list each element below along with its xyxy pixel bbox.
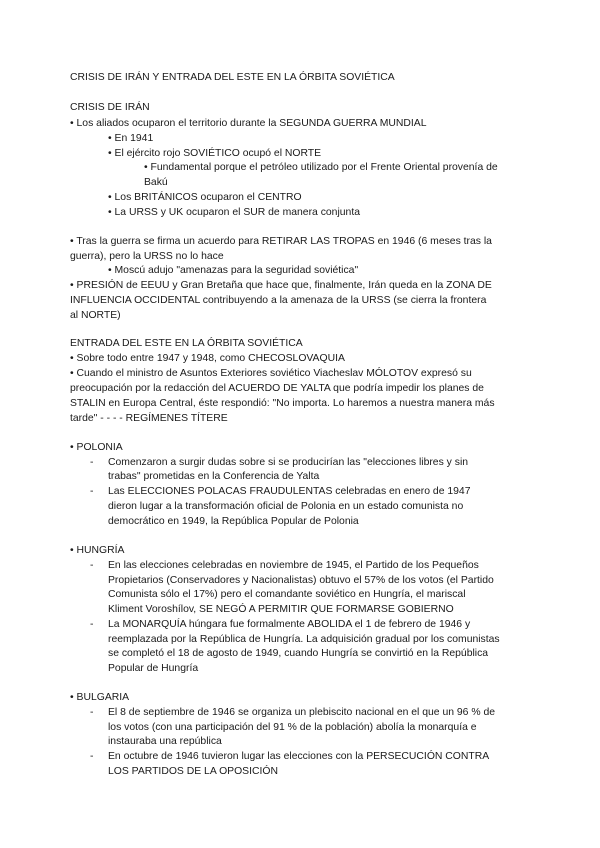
dash-line: Comenzaron a surgir dudas sobre si se producirían las "elecciones libres y sin [108, 457, 469, 468]
dash-line: El 8 de septiembre de 1946 se organiza un plebiscito nacional en el que un 96 % de [108, 707, 496, 718]
dash-line-cont: trabas" prometidas en la Conferencia de Yalta [108, 471, 320, 482]
dash-bullet: - [90, 751, 94, 762]
sub-bullet-line: • La URSS y UK ocuparon el SUR de manera conjunta [108, 207, 360, 218]
bullet-line: • Sobre todo entre 1947 y 1948, como CHECOSLOVAQUIA [70, 353, 345, 364]
dash-line: En las elecciones celebradas en noviembre de 1945, el Partido de los Pequeños [108, 560, 479, 571]
sub-sub-bullet-line: Bakú [144, 177, 168, 188]
dash-line-cont: LOS PARTIDOS DE LA OPOSICIÓN [108, 766, 278, 777]
dash-bullet: - [90, 486, 94, 497]
dash-line-cont: los votos (con una participación del 91 % de la población) abolía la monarquía e [108, 722, 477, 733]
dash-bullet: - [90, 457, 94, 468]
dash-bullet: - [90, 707, 94, 718]
dash-line-cont: instauraba una república [108, 736, 222, 747]
document-title: CRISIS DE IRÁN Y ENTRADA DEL ESTE EN LA ÓRBITA SOVIÉTICA [70, 72, 395, 83]
bullet-line-cont: INFLUENCIA OCCIDENTAL contribuyendo a la amenaza de la URSS (se cierra la frontera [70, 295, 487, 306]
sub-bullet-line: • Los BRITÁNICOS ocuparon el CENTRO [108, 192, 302, 203]
country-heading-polonia: • POLONIA [70, 442, 123, 453]
dash-line-cont: dieron lugar a la transformación oficial de Polonia en un estado comunista no [108, 501, 464, 512]
dash-line-cont: Kliment Voroshílov, SE NEGÓ A PERMITIR QUE FORMARSE GOBIERNO [108, 604, 454, 615]
dash-line: En octubre de 1946 tuvieron lugar las elecciones con la PERSECUCIÓN CONTRA [108, 751, 490, 762]
country-heading-hungria: • HUNGRÍA [70, 545, 125, 556]
sub-bullet-line: • El ejército rojo SOVIÉTICO ocupó el NORTE [108, 148, 322, 159]
bullet-line-cont: al NORTE) [70, 310, 121, 321]
dash-line-cont: Popular de Hungría [108, 663, 199, 674]
dash-line-cont: Comunista sólo el 17%) pero el comandante soviético en Hungría, el mariscal [108, 589, 466, 600]
dash-bullet: - [90, 619, 94, 630]
bullet-line: • Tras la guerra se firma un acuerdo para RETIRAR LAS TROPAS en 1946 (6 meses tras la [70, 236, 492, 247]
dash-line-cont: democrático en 1949, la República Popular de Polonia [108, 516, 359, 527]
sub-bullet-line: • En 1941 [108, 133, 154, 144]
dash-line-cont: reemplazada por la República de Hungría. La adquisición gradual por los comunistas [108, 634, 500, 645]
dash-line-cont: Propietarios (Conservadores y Nacionalistas) obtuvo el 57% de los votos (el Partido [108, 575, 494, 586]
sub-bullet-line: • Moscú adujo "amenazas para la seguridad soviética" [108, 265, 359, 276]
country-heading-bulgaria: • BULGARIA [70, 692, 130, 703]
dash-line: Las ELECCIONES POLACAS FRAUDULENTAS celebradas en enero de 1947 [108, 486, 471, 497]
bullet-line: • Cuando el ministro de Asuntos Exteriores soviético Viacheslav MÓLOTOV expresó su [70, 368, 472, 379]
section-heading-iran: CRISIS DE IRÁN [70, 102, 150, 113]
dash-bullet: - [90, 560, 94, 571]
section-heading-este: ENTRADA DEL ESTE EN LA ÓRBITA SOVIÉTICA [70, 338, 303, 349]
bullet-line-cont: guerra), pero la URSS no lo hace [70, 251, 224, 262]
bullet-line-cont: STALIN en Europa Central, éste respondió: "No importa. Lo haremos a nuestra manera más [70, 398, 495, 409]
bullet-line: • PRESIÓN de EEUU y Gran Bretaña que hace que, finalmente, Irán queda en la ZONA DE [70, 280, 492, 291]
dash-line-cont: se completó el 18 de agosto de 1949, cuando Hungría se convirtió en la República [108, 648, 489, 659]
bullet-line: • Los aliados ocuparon el territorio durante la SEGUNDA GUERRA MUNDIAL [70, 118, 427, 129]
sub-sub-bullet-line: • Fundamental porque el petróleo utilizado por el Frente Oriental provenía de [144, 162, 498, 173]
bullet-line-cont: preocupación por la redacción del ACUERDO DE YALTA que podría impedir los planes de [70, 383, 484, 394]
dash-line: La MONARQUÍA húngara fue formalmente ABOLIDA el 1 de febrero de 1946 y [108, 619, 471, 630]
bullet-line-cont: tarde" - - - - REGÍMENES TÍTERE [70, 413, 228, 424]
